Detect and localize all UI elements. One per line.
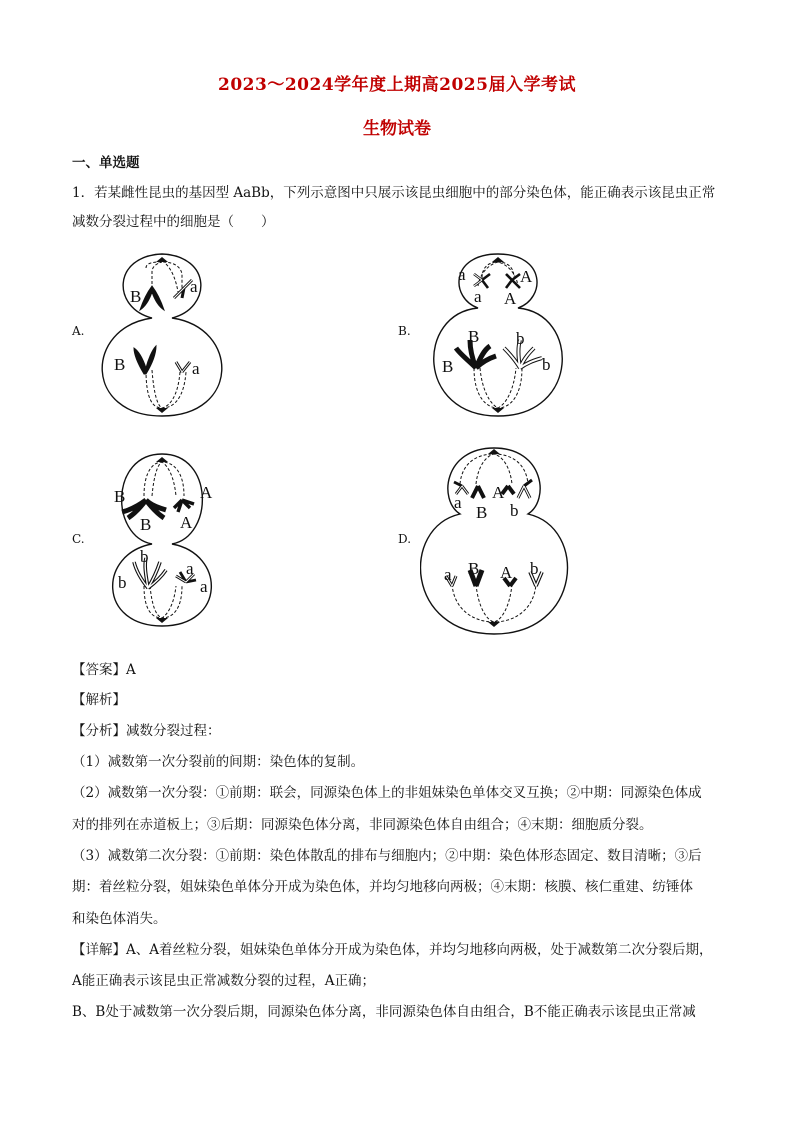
cell-membrane [420,448,567,634]
gene-label: B [468,327,480,346]
option-a-diagram [100,250,240,422]
gene-label: a [454,493,462,512]
spindle-pole-top [492,257,504,262]
gene-label: B [130,287,142,306]
option-c-diagram [100,450,240,630]
spindle-pole-top [488,449,500,454]
gene-label: B [114,355,126,374]
gene-label: B [468,559,480,578]
gene-label: b [140,547,149,566]
analysis-line: 【详解】A、A着丝粒分裂，姐妹染色单体分开成为染色体，并均匀地移向两极，处于减数第二次分裂后期， [72,942,713,958]
analysis-line: （1）减数第一次分裂前的间期：染色体的复制。 [72,754,365,770]
cell-membrane [113,454,212,626]
gene-label: B [476,503,488,522]
spindle-pole-top [156,257,168,262]
gene-label: a [192,359,200,378]
gene-label: b [542,355,551,374]
gene-label: A [180,513,193,532]
option-a-label: A. [72,324,85,338]
gene-label: a [458,265,466,284]
gene-label: B [442,357,454,376]
exam-title: 2023～2024学年度上期高2025届入学考试 [218,75,576,95]
option-d-label: D. [398,532,412,546]
gene-label: A [520,267,533,286]
analysis-line: A能正确表示该昆虫正常减数分裂的过程，A正确； [72,973,375,989]
gene-label: A [500,563,513,582]
gene-label: b [516,329,525,348]
gene-label: B [140,515,152,534]
analysis-line: 【分析】减数分裂过程： [72,723,221,739]
option-b-diagram [420,250,570,422]
analysis-line: B、B处于减数第一次分裂后期，同源染色体分离，非同源染色体自由组合，B不能正确表示该昆虫正常减 [72,1004,696,1020]
cell-membrane [434,254,563,416]
gene-label: A [504,289,517,308]
analysis-line: 和染色体消失。 [72,911,167,927]
gene-label: b [530,559,539,578]
section-heading: 一、单选题 [72,155,140,171]
analysis-heading: 【解析】 [72,692,126,708]
option-d-diagram [420,444,570,640]
gene-label: a [474,287,482,306]
option-b-label: B. [398,324,411,338]
spindle-pole-bottom [156,408,168,413]
analysis-line: （2）减数第一次分裂：①前期：联会，同源染色体上的非姐妹染色单体交叉互换；②中期：同源染色体成 [72,785,702,801]
option-c-label: C. [72,532,85,546]
spindle-pole-bottom [488,622,500,627]
gene-label: B [114,487,126,506]
gene-label: A [200,483,213,502]
gene-label: A [492,483,505,502]
subject-title: 生物试卷 [363,119,431,139]
analysis-line: 对的排列在赤道板上；③后期：同源染色体分离，非同源染色体自由组合；④末期：细胞质分裂。 [72,817,653,833]
spindle-pole-bottom [492,408,504,413]
gene-label: a [186,559,194,578]
cell-membrane [102,254,222,416]
analysis-line: （3）减数第二次分裂：①前期：染色体散乱的排布与细胞内；②中期：染色体形态固定、数目清晰；③后 [72,848,702,864]
gene-label: b [510,501,519,520]
gene-label: b [118,573,127,592]
analysis-line: 期：着丝粒分裂，姐妹染色单体分开成为染色体，并均匀地移向两极；④末期：核膜、核仁重建、纺锤体 [72,879,693,895]
gene-label: a [444,565,452,584]
gene-label: a [200,577,208,596]
question-stem-line-2: 减数分裂过程中的细胞是（ ） [72,214,275,230]
question-stem-line-1: 1．若某雌性昆虫的基因型 AaBb，下列示意图中只展示该昆虫细胞中的部分染色体，能正确表示该昆虫正常 [72,185,716,201]
spindle-pole-bottom [156,618,168,623]
gene-label: a [190,277,198,296]
answer-line: 【答案】A [72,662,136,678]
spindle-pole-top [156,457,168,462]
